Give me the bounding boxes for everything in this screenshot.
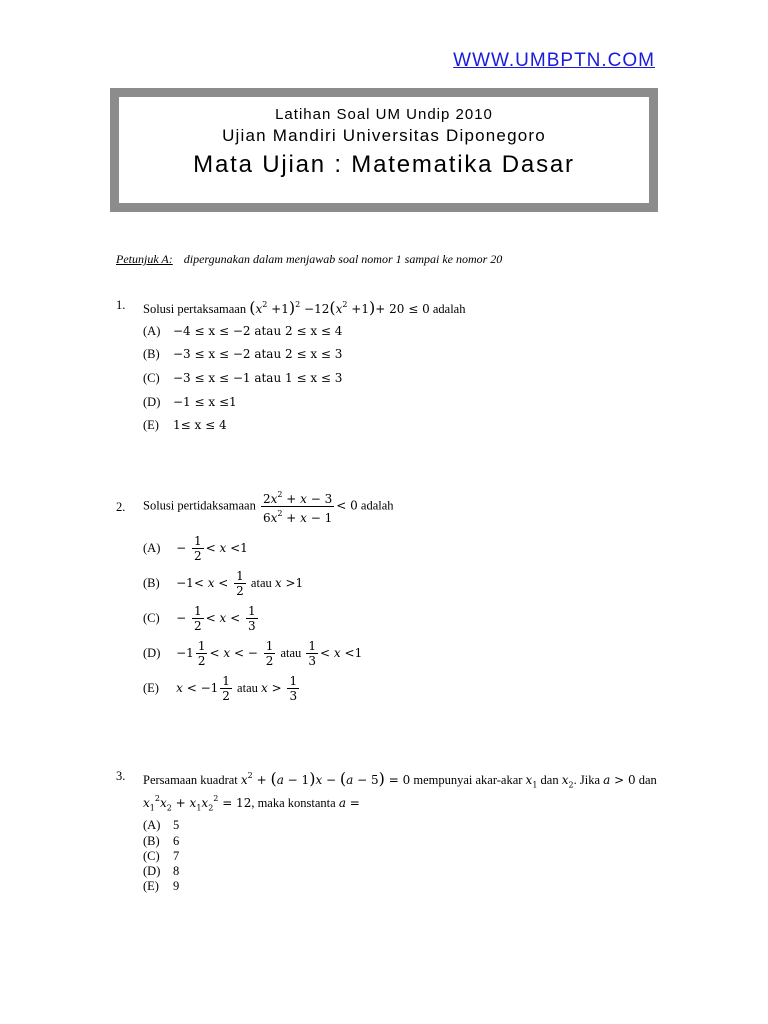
question-stem: Persamaan kuadrat $x^2 + (a - 1)x - (a - 5) = 0$ mempunyai akar-akar $x_1$ dan $x_2$. Jika a > 0 dan — [143, 769, 657, 790]
question-stem — [143, 298, 465, 317]
option-3e: (E) 9 — [143, 879, 180, 893]
exam-subtitle: Latihan Soal UM Undip 2010 — [275, 106, 493, 123]
question-tail: adalah — [360, 498, 394, 513]
option-2d: (D) −1 $\frac{1}{2}$ < x < − $\frac{1}{2}$ atau $\frac{1}{3}$ < x <1 — [143, 639, 363, 668]
option-1b: (B) −3 ≤ x ≤ −2 atau 2 ≤ x ≤ 3 — [143, 347, 343, 361]
title-box — [110, 88, 658, 212]
instructions-text: dipergunakan dalam menjawab soal nomor 1 sampai ke nomor 20 — [183, 252, 503, 266]
rational-expression: $\frac{2x^2 + x - 3}{6x^2 + x - 1}$ — [262, 490, 333, 525]
question-tail: adalah — [432, 302, 466, 316]
instructions — [116, 252, 502, 267]
question-lead: Solusi pertidaksamaan — [143, 498, 256, 513]
page-title: Mata Ujian : Matematika Dasar — [193, 151, 575, 178]
instructions-label: Petunjuk A: — [116, 252, 173, 266]
option-2c: (C) − $\frac{1}{2}$ < x < $\frac{1}{3}$ — [143, 604, 256, 633]
university-name: Ujian Mandiri Universitas Diponegoro — [222, 126, 546, 145]
question-number: 3. — [116, 769, 126, 783]
option-1a: (A) −4 ≤ x ≤ −2 atau 2 ≤ x ≤ 4 — [143, 324, 343, 338]
option-1d: (D) −1 ≤ x ≤1 — [143, 395, 237, 409]
option-2e: (E) x < −1 $\frac{1}{2}$ atau x > $\frac{1}{3}$ — [143, 674, 298, 703]
option-3b: (B) 6 — [143, 834, 180, 848]
option-2a: (A) − $\frac{1}{2}$ < x <1 — [143, 534, 248, 563]
question-number: 1. — [116, 298, 126, 312]
question-stem: Solusi pertidaksamaan $\frac{2x^2 + x - 3}{6x^2 + x - 1}$ < 0 adalah — [143, 490, 394, 525]
option-2b: (B) −1< x < $\frac{1}{2}$ atau x >1 — [143, 569, 304, 598]
option-3c: (C) 7 — [143, 849, 180, 863]
question-stem-continued: $x_1^2x_2 + x_1x_2^2 = 12$, maka konstanta a = — [143, 794, 360, 813]
inequality-expression: $(x^2 +1)^2 -12(x^2 +1)+ 20 \le 0$ — [249, 298, 430, 317]
option-3d: (D) 8 — [143, 864, 180, 878]
option-3a: (A) 5 — [143, 818, 180, 832]
site-link[interactable]: WWW.UMBPTN.COM — [453, 50, 655, 71]
option-1e: (E) 1≤ x ≤ 4 — [143, 418, 227, 432]
option-1c: (C) −3 ≤ x ≤ −1 atau 1 ≤ x ≤ 3 — [143, 371, 343, 385]
question-number: 2. — [116, 500, 126, 514]
question-lead: Solusi pertaksamaan — [143, 302, 247, 316]
